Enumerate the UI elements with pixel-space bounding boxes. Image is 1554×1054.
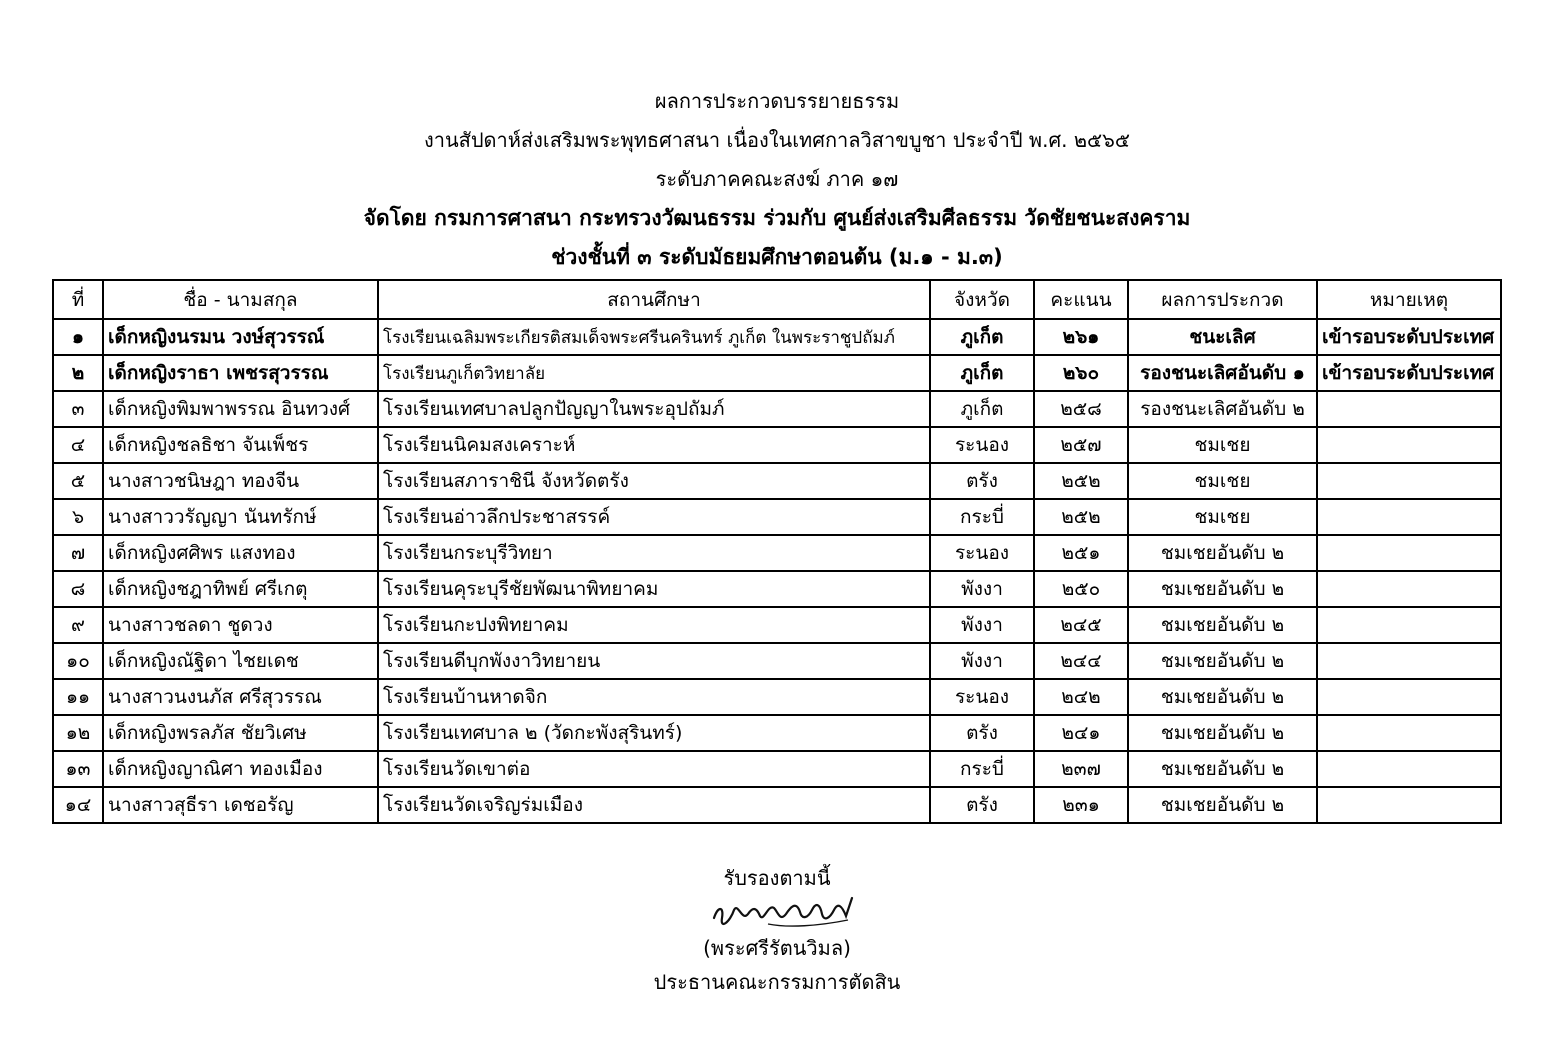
cell-school: โรงเรียนเทศบาล ๒ (วัดกะพังสุรินทร์) bbox=[378, 715, 930, 751]
cell-note bbox=[1317, 607, 1501, 643]
cell-score: ๒๕๐ bbox=[1034, 571, 1128, 607]
cell-school: โรงเรียนนิคมสงเคราะห์ bbox=[378, 427, 930, 463]
table-row bbox=[53, 607, 1501, 643]
cell-result: ชมเชยอันดับ ๒ bbox=[1128, 787, 1317, 823]
cell-result: ชมเชยอันดับ ๒ bbox=[1128, 643, 1317, 679]
cell-note bbox=[1317, 787, 1501, 823]
cell-province: กระบี่ bbox=[930, 751, 1034, 787]
column-header: หมายเหตุ bbox=[1317, 280, 1501, 319]
cell-result: ชมเชยอันดับ ๒ bbox=[1128, 715, 1317, 751]
cell-number: ๑๐ bbox=[53, 643, 103, 679]
column-header: คะแนน bbox=[1034, 280, 1128, 319]
certify-text: รับรองตามนี้ bbox=[723, 866, 831, 890]
cell-province: พังงา bbox=[930, 607, 1034, 643]
signer-name: (พระศรีรัตนวิมล) bbox=[703, 936, 851, 960]
cell-name: นางสาวชลดา ชูดวง bbox=[103, 607, 378, 643]
cell-note: เข้ารอบระดับประเทศ bbox=[1317, 355, 1501, 391]
cell-score: ๒๓๑ bbox=[1034, 787, 1128, 823]
column-header: สถานศึกษา bbox=[378, 280, 930, 319]
cell-province: ภูเก็ต bbox=[930, 355, 1034, 391]
table-row bbox=[53, 355, 1501, 391]
document-header bbox=[0, 82, 1554, 277]
table-row bbox=[53, 319, 1501, 355]
cell-school: โรงเรียนสภาราชินี จังหวัดตรัง bbox=[378, 463, 930, 499]
cell-school: โรงเรียนภูเก็ตวิทยาลัย bbox=[378, 355, 930, 391]
column-header: ที่ bbox=[53, 280, 103, 319]
table-row bbox=[53, 463, 1501, 499]
cell-result: ชมเชยอันดับ ๒ bbox=[1128, 751, 1317, 787]
cell-province: พังงา bbox=[930, 643, 1034, 679]
column-header: ผลการประกวด bbox=[1128, 280, 1317, 319]
cell-score: ๒๕๒ bbox=[1034, 499, 1128, 535]
cell-note bbox=[1317, 463, 1501, 499]
cell-name: เด็กหญิงศศิพร แสงทอง bbox=[103, 535, 378, 571]
cell-name: นางสาวนงนภัส ศรีสุวรรณ bbox=[103, 679, 378, 715]
cell-note bbox=[1317, 499, 1501, 535]
cell-school: โรงเรียนคุระบุรีชัยพัฒนาพิทยาคม bbox=[378, 571, 930, 607]
cell-number: ๓ bbox=[53, 391, 103, 427]
cell-name: นางสาวชนิษฎา ทองจีน bbox=[103, 463, 378, 499]
cell-province: ระนอง bbox=[930, 535, 1034, 571]
cell-province: พังงา bbox=[930, 571, 1034, 607]
cell-number: ๘ bbox=[53, 571, 103, 607]
cell-note bbox=[1317, 679, 1501, 715]
header-event: งานสัปดาห์ส่งเสริมพระพุทธศาสนา เนื่องในเทศกาลวิสาขบูชา ประจำปี พ.ศ. ๒๕๖๕ bbox=[423, 128, 1131, 152]
cell-score: ๒๕๒ bbox=[1034, 463, 1128, 499]
cell-school: โรงเรียนอ่าวลึกประชาสรรค์ bbox=[378, 499, 930, 535]
cell-result: ชมเชยอันดับ ๒ bbox=[1128, 607, 1317, 643]
cell-number: ๗ bbox=[53, 535, 103, 571]
cell-note bbox=[1317, 571, 1501, 607]
cell-note bbox=[1317, 427, 1501, 463]
cell-note bbox=[1317, 715, 1501, 751]
header-level: ระดับภาคคณะสงฆ์ ภาค ๑๗ bbox=[655, 167, 899, 191]
cell-school: โรงเรียนดีบุกพังงาวิทยายน bbox=[378, 643, 930, 679]
cell-score: ๒๔๒ bbox=[1034, 679, 1128, 715]
cell-result: ชมเชยอันดับ ๒ bbox=[1128, 679, 1317, 715]
cell-school: โรงเรียนกะปงพิทยาคม bbox=[378, 607, 930, 643]
header-organizer: จัดโดย กรมการศาสนา กระทรวงวัฒนธรรม ร่วมกับ ศูนย์ส่งเสริมศีลธรรม วัดชัยชนะสงคราม bbox=[363, 206, 1191, 230]
cell-number: ๑ bbox=[53, 319, 103, 355]
cell-note bbox=[1317, 643, 1501, 679]
cell-number: ๑๑ bbox=[53, 679, 103, 715]
table-row bbox=[53, 391, 1501, 427]
table-row bbox=[53, 427, 1501, 463]
cell-school: โรงเรียนกระบุรีวิทยา bbox=[378, 535, 930, 571]
cell-school: โรงเรียนเทศบาลปลูกปัญญาในพระอุปถัมภ์ bbox=[378, 391, 930, 427]
cell-result: รองชนะเลิศอันดับ ๑ bbox=[1128, 355, 1317, 391]
cell-result: ชมเชย bbox=[1128, 427, 1317, 463]
cell-number: ๖ bbox=[53, 499, 103, 535]
cell-result: ชมเชย bbox=[1128, 499, 1317, 535]
cell-name: เด็กหญิงนรมน วงษ์สุวรรณ์ bbox=[103, 319, 378, 355]
cell-name: นางสาวสุธีรา เดชอรัญ bbox=[103, 787, 378, 823]
cell-school: โรงเรียนบ้านหาดจิก bbox=[378, 679, 930, 715]
cell-result: ชมเชยอันดับ ๒ bbox=[1128, 535, 1317, 571]
cell-score: ๒๔๕ bbox=[1034, 607, 1128, 643]
cell-name: เด็กหญิงชลธิชา จันเพ็ชร bbox=[103, 427, 378, 463]
cell-note bbox=[1317, 391, 1501, 427]
cell-number: ๑๔ bbox=[53, 787, 103, 823]
cell-province: ภูเก็ต bbox=[930, 391, 1034, 427]
cell-name: นางสาววรัญญา นันทรักษ์ bbox=[103, 499, 378, 535]
cell-number: ๒ bbox=[53, 355, 103, 391]
cell-province: ระนอง bbox=[930, 679, 1034, 715]
cell-score: ๒๓๗ bbox=[1034, 751, 1128, 787]
table-header-row bbox=[53, 280, 1501, 319]
table-row bbox=[53, 679, 1501, 715]
cell-province: ระนอง bbox=[930, 427, 1034, 463]
cell-result: รองชนะเลิศอันดับ ๒ bbox=[1128, 391, 1317, 427]
cell-province: ตรัง bbox=[930, 715, 1034, 751]
cell-note bbox=[1317, 751, 1501, 787]
cell-score: ๒๔๑ bbox=[1034, 715, 1128, 751]
table-row bbox=[53, 715, 1501, 751]
table-row bbox=[53, 571, 1501, 607]
cell-name: เด็กหญิงญาณิศา ทองเมือง bbox=[103, 751, 378, 787]
header-title: ผลการประกวดบรรยายธรรม bbox=[654, 89, 900, 113]
cell-result: ชมเชยอันดับ ๒ bbox=[1128, 571, 1317, 607]
cell-note bbox=[1317, 535, 1501, 571]
cell-name: เด็กหญิงราธา เพชรสุวรรณ bbox=[103, 355, 378, 391]
cell-school: โรงเรียนวัดเจริญร่มเมือง bbox=[378, 787, 930, 823]
cell-number: ๕ bbox=[53, 463, 103, 499]
table-row bbox=[53, 643, 1501, 679]
cell-score: ๒๖๑ bbox=[1034, 319, 1128, 355]
signer-role: ประธานคณะกรรมการตัดสิน bbox=[653, 970, 901, 994]
results-table bbox=[52, 279, 1502, 824]
cell-name: เด็กหญิงณัฐิดา ไชยเดช bbox=[103, 643, 378, 679]
cell-score: ๒๕๑ bbox=[1034, 535, 1128, 571]
cell-note: เข้ารอบระดับประเทศ bbox=[1317, 319, 1501, 355]
cell-score: ๒๕๗ bbox=[1034, 427, 1128, 463]
cell-result: ชมเชย bbox=[1128, 463, 1317, 499]
table-row bbox=[53, 787, 1501, 823]
cell-name: เด็กหญิงชฎาทิพย์ ศรีเกตุ bbox=[103, 571, 378, 607]
column-header: ชื่อ - นามสกุล bbox=[103, 280, 378, 319]
cell-province: ตรัง bbox=[930, 787, 1034, 823]
cell-school: โรงเรียนเฉลิมพระเกียรติสมเด็จพระศรีนครินทร์ ภูเก็ต ในพระราชูปถัมภ์ bbox=[378, 319, 930, 355]
cell-score: ๒๔๔ bbox=[1034, 643, 1128, 679]
cell-school: โรงเรียนวัดเขาต่อ bbox=[378, 751, 930, 787]
cell-province: ภูเก็ต bbox=[930, 319, 1034, 355]
header-grade-range: ช่วงชั้นที่ ๓ ระดับมัธยมศึกษาตอนต้น (ม.๑ - ม.๓) bbox=[551, 245, 1003, 269]
table-row bbox=[53, 499, 1501, 535]
cell-score: ๒๖๐ bbox=[1034, 355, 1128, 391]
cell-province: กระบี่ bbox=[930, 499, 1034, 535]
cell-result: ชนะเลิศ bbox=[1128, 319, 1317, 355]
table-body bbox=[53, 319, 1501, 823]
cell-province: ตรัง bbox=[930, 463, 1034, 499]
column-header: จังหวัด bbox=[930, 280, 1034, 319]
cell-name: เด็กหญิงพิมพาพรรณ อินทวงศ์ bbox=[103, 391, 378, 427]
cell-score: ๒๕๘ bbox=[1034, 391, 1128, 427]
cell-number: ๑๒ bbox=[53, 715, 103, 751]
cell-number: ๑๓ bbox=[53, 751, 103, 787]
cell-name: เด็กหญิงพรลภัส ชัยวิเศษ bbox=[103, 715, 378, 751]
table-row bbox=[53, 535, 1501, 571]
table-row bbox=[53, 751, 1501, 787]
cell-number: ๔ bbox=[53, 427, 103, 463]
signature-image bbox=[708, 888, 858, 932]
cell-number: ๙ bbox=[53, 607, 103, 643]
